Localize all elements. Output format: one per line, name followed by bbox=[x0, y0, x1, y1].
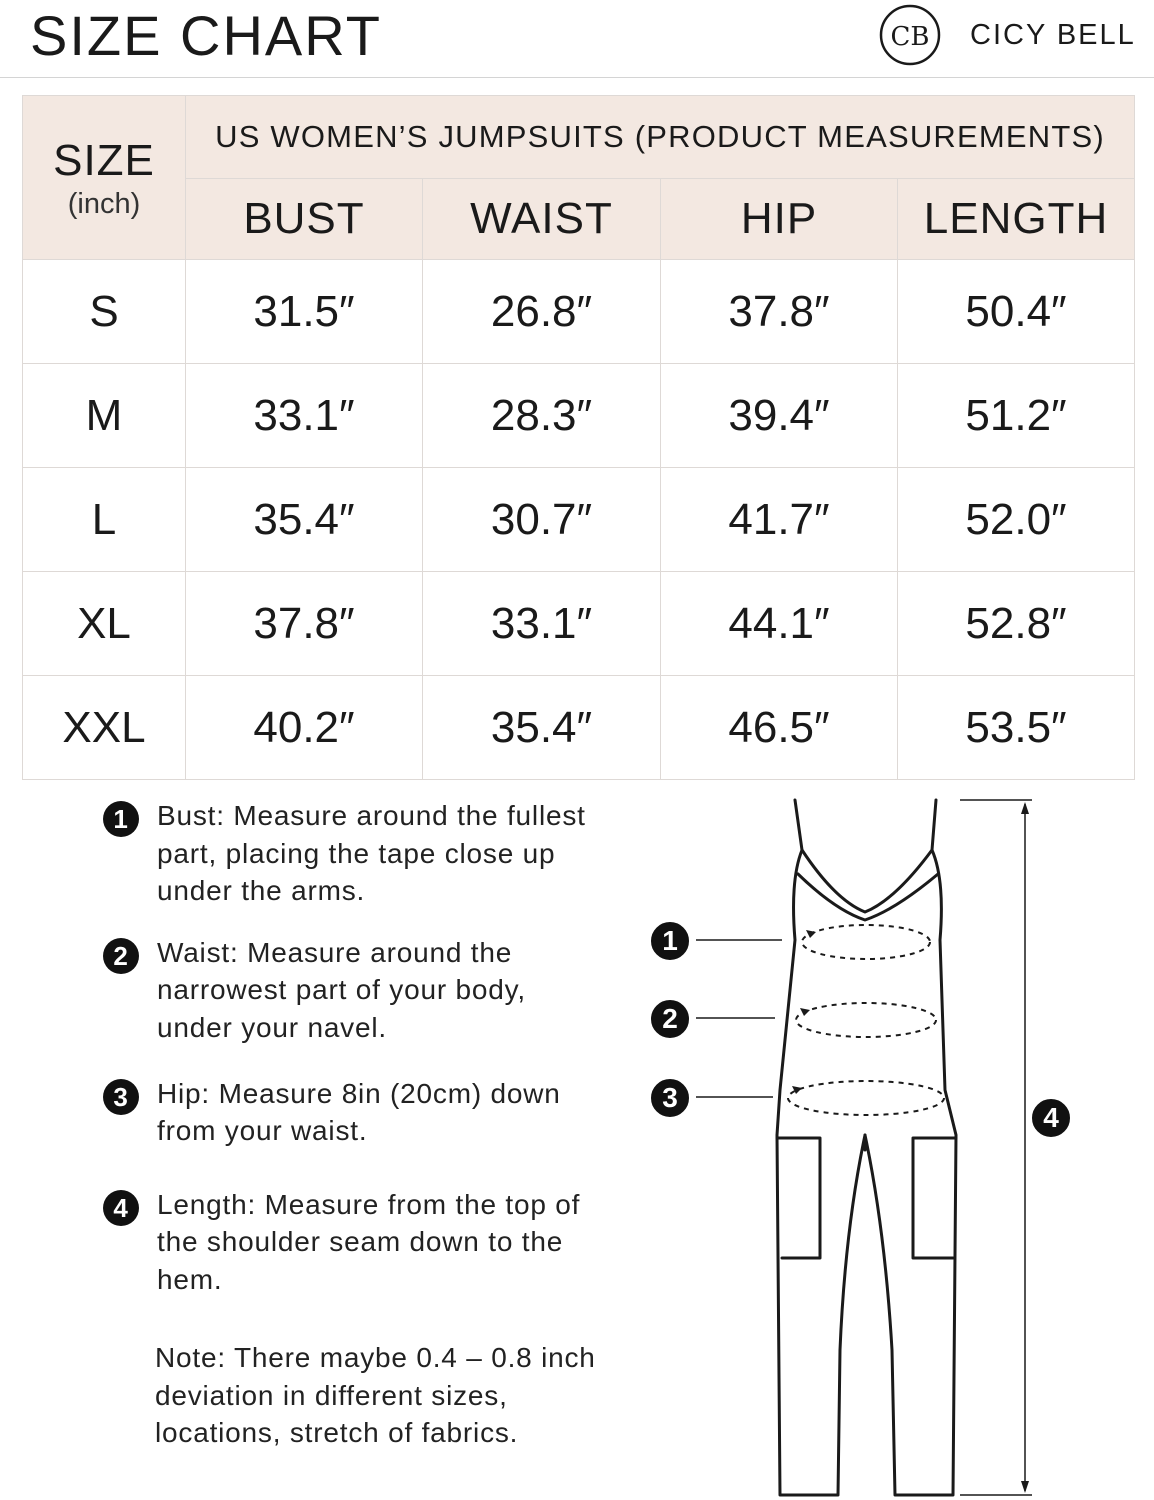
waist-cell: 30.7″ bbox=[423, 468, 661, 572]
bust-cell: 33.1″ bbox=[186, 364, 423, 468]
hip-cell: 44.1″ bbox=[661, 572, 898, 676]
waist-cell: 35.4″ bbox=[423, 676, 661, 780]
marker-2-icon: 2 bbox=[649, 998, 691, 1040]
legend-text: Length: Measure from the top of the shoulder seam down to the hem. bbox=[157, 1188, 581, 1295]
size-cell: M bbox=[23, 364, 186, 468]
column-header-length: LENGTH bbox=[898, 179, 1135, 260]
column-header-waist: WAIST bbox=[423, 179, 661, 260]
size-table bbox=[22, 95, 1135, 780]
waist-cell: 26.8″ bbox=[423, 260, 661, 364]
size-header-cell bbox=[23, 96, 186, 260]
size-cell: XXL bbox=[23, 676, 186, 780]
hip-cell: 39.4″ bbox=[661, 364, 898, 468]
deviation-note: Note: There maybe 0.4 – 0.8 inch deviation in different sizes, locations, stretch of fabrics. bbox=[155, 1342, 596, 1449]
hip-cell: 37.8″ bbox=[661, 260, 898, 364]
length-cell: 51.2″ bbox=[898, 364, 1135, 468]
marker-4-icon: 4 bbox=[1030, 1097, 1072, 1139]
number-2-icon: 2 bbox=[103, 938, 139, 974]
bust-cell: 31.5″ bbox=[186, 260, 423, 364]
column-header-bust: BUST bbox=[186, 179, 423, 260]
bust-cell: 35.4″ bbox=[186, 468, 423, 572]
group-header: US WOMEN’S JUMPSUITS (PRODUCT MEASUREMENTS) bbox=[186, 96, 1135, 179]
bust-cell: 40.2″ bbox=[186, 676, 423, 780]
jumpsuit-outline-icon bbox=[640, 790, 1110, 1500]
brand-logo-text: CB bbox=[890, 22, 930, 52]
length-cell: 53.5″ bbox=[898, 676, 1135, 780]
size-header: SIZE bbox=[53, 135, 155, 185]
table-row bbox=[23, 676, 1135, 780]
marker-3-icon: 3 bbox=[649, 1077, 691, 1119]
marker-1-icon: 1 bbox=[649, 920, 691, 962]
bust-cell: 37.8″ bbox=[186, 572, 423, 676]
size-cell: XL bbox=[23, 572, 186, 676]
page-title: SIZE CHART bbox=[30, 4, 382, 67]
legend-text: Bust: Measure around the fullest part, placing the tape close up under the arms. bbox=[157, 800, 586, 907]
size-cell: S bbox=[23, 260, 186, 364]
header-divider bbox=[0, 77, 1154, 78]
number-1-icon: 1 bbox=[103, 801, 139, 837]
hip-cell: 41.7″ bbox=[661, 468, 898, 572]
column-header-hip: HIP bbox=[661, 179, 898, 260]
length-cell: 52.0″ bbox=[898, 468, 1135, 572]
table-row bbox=[23, 364, 1135, 468]
legend-text: Hip: Measure 8in (20cm) down from your waist. bbox=[157, 1077, 561, 1147]
brand-logo-icon bbox=[878, 3, 942, 67]
legend-text: Waist: Measure around the narrowest part of your body, under your navel. bbox=[157, 936, 526, 1043]
number-3-icon: 3 bbox=[103, 1079, 139, 1115]
table-row bbox=[23, 468, 1135, 572]
legend-item-hip bbox=[100, 1075, 610, 1150]
table-row bbox=[23, 260, 1135, 364]
measurement-legend bbox=[100, 797, 610, 1299]
size-cell: L bbox=[23, 468, 186, 572]
brand bbox=[878, 3, 1136, 67]
brand-name: CICY BELL bbox=[970, 19, 1136, 51]
jumpsuit-diagram bbox=[640, 790, 1110, 1500]
waist-cell: 28.3″ bbox=[423, 364, 661, 468]
legend-item-waist bbox=[100, 934, 610, 1047]
hip-cell: 46.5″ bbox=[661, 676, 898, 780]
number-4-icon: 4 bbox=[103, 1190, 139, 1226]
length-cell: 52.8″ bbox=[898, 572, 1135, 676]
legend-item-length bbox=[100, 1186, 610, 1299]
table-row bbox=[23, 572, 1135, 676]
waist-cell: 33.1″ bbox=[423, 572, 661, 676]
length-cell: 50.4″ bbox=[898, 260, 1135, 364]
legend-item-bust bbox=[100, 797, 610, 910]
unit-header: (inch) bbox=[67, 187, 141, 220]
